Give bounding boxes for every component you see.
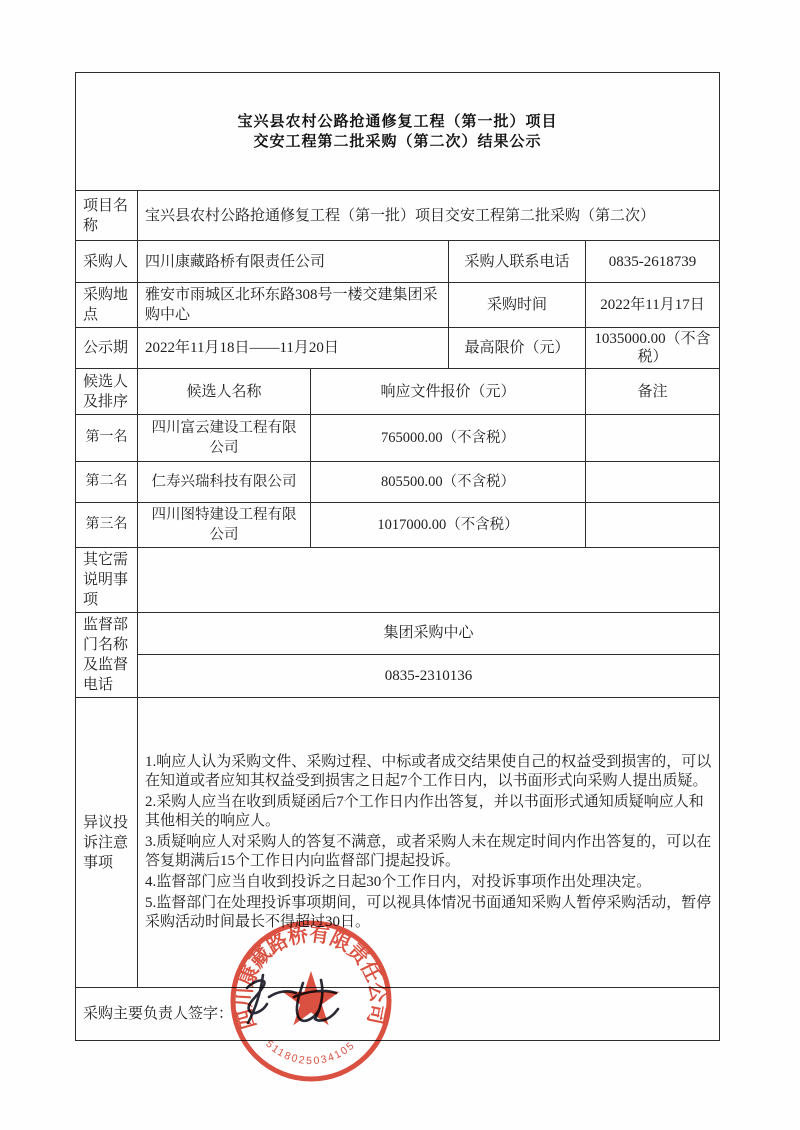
title-line-2: 交安工程第二批采购（第二次）结果公示 [253,132,542,150]
notice-item: 5.监督部门在处理投诉事项期间，可以视具体情况书面通知采购人暂停采购活动，暂停采购活动时间最长不得超过30日。 [145,895,712,930]
candidate-remark [586,415,720,462]
max-price-value: 1035000.00（不含税） [586,328,720,369]
notice-label: 异议投诉注意事项 [76,698,138,988]
candidate-name: 四川图特建设工程有限公司 [138,503,311,548]
handwritten-signature [233,966,353,1036]
buyer-phone-value: 0835-2618739 [586,241,720,283]
supervision-phone: 0835-2310136 [138,654,720,697]
max-price-label: 最高限价（元） [449,328,586,369]
stamp-number-text: 5118025034105 [263,1037,358,1068]
buyer-value: 四川康藏路桥有限责任公司 [138,241,449,283]
buyer-label: 采购人 [76,241,138,283]
svg-text:5118025034105 [263,1038,357,1067]
location-label: 采购地点 [76,283,138,328]
procurement-result-table [75,72,720,1041]
remark-header: 备注 [586,369,720,415]
notice-text [138,698,720,988]
supervision-label: 监督部门名称及监督电话 [76,613,138,698]
candidate-name-header: 候选人名称 [138,369,311,415]
candidate-price: 765000.00（不含税） [311,415,586,462]
notice-item: 3.质疑响应人对采购人的答复不满意，或者采购人未在规定时间内作出答复的，可以在答复期满后15个工作日内向监督部门提起投诉。 [145,834,712,869]
notice-item: 1.响应人认为采购文件、采购过程、中标或者成交结果使自己的权益受到损害的，可以在知道或者应知其权益受到损害之日起7个工作日内，以书面形式向采购人提出质疑。 [145,754,712,789]
document-title [76,73,720,191]
candidate-rank: 第二名 [76,462,138,503]
publicity-period-label: 公示期 [76,328,138,369]
title-line-1: 宝兴县农村公路抢通修复工程（第一批）项目 [237,112,558,130]
other-notes-label: 其它需说明事项 [76,548,138,613]
candidate-row [76,462,720,503]
buyer-phone-label: 采购人联系电话 [449,241,586,283]
candidate-price: 1017000.00（不含税） [311,503,586,548]
purchase-time-label: 采购时间 [449,283,586,328]
candidate-row [76,415,720,462]
location-value: 雅安市雨城区北环东路308号一楼交建集团采购中心 [138,283,449,328]
stamp-company-text: 四川康藏路桥有限责任公司 [233,923,389,1032]
supervision-department: 集团采购中心 [138,613,720,655]
candidate-name: 仁寿兴瑞科技有限公司 [138,462,311,503]
candidate-rank: 第三名 [76,503,138,548]
candidate-remark [586,462,720,503]
candidate-rank: 第一名 [76,415,138,462]
signature-label: 采购主要负责人签字： [83,1006,234,1022]
candidate-row [76,503,720,548]
notice-item: 2.采购人应当在收到质疑函后7个工作日内作出答复，并以书面形式通知质疑响应人和其他相关的响应人。 [145,794,704,829]
purchase-time-value: 2022年11月17日 [586,283,720,328]
candidates-section-label: 候选人及排序 [76,369,138,415]
publicity-period-value: 2022年11月18日——11月20日 [138,328,449,369]
candidate-name: 四川富云建设工程有限公司 [138,415,311,462]
candidate-remark [586,503,720,548]
candidate-price: 805500.00（不含税） [311,462,586,503]
signature-row [76,988,720,1041]
project-name-label: 项目名称 [76,191,138,241]
other-notes-value [138,548,720,613]
notice-item: 4.监督部门应当自收到投诉之日起30个工作日内，对投诉事项作出处理决定。 [145,874,652,890]
bid-price-header: 响应文件报价（元） [311,369,586,415]
project-name-value: 宝兴县农村公路抢通修复工程（第一批）项目交安工程第二批采购（第二次） [138,191,720,241]
